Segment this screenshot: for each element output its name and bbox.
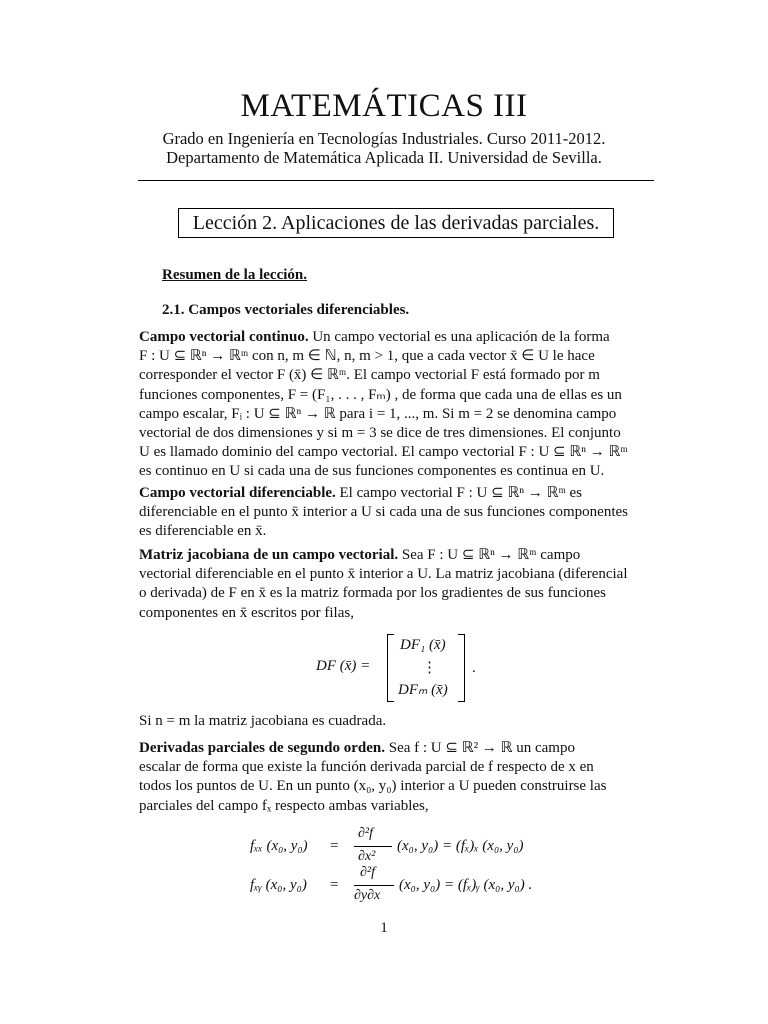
paragraph-continuous-field [139, 328, 655, 482]
course-subtitle: Grado en Ingeniería en Tecnologías Industriales. Curso 2011-2012. [162, 129, 606, 148]
eq1-equals: = [330, 838, 339, 854]
header-rule [138, 180, 654, 181]
text-line: escalar de forma que existe la función derivada parcial de f respecto de x en [139, 759, 594, 776]
matrix-period: . [472, 660, 476, 676]
eq1-lhs: fₓₓ (x₀, y₀) [250, 838, 308, 854]
eq1-fraction-bar [354, 846, 392, 847]
text-line: Sea F : U ⊆ ℝⁿ → ℝᵐ campo [401, 547, 581, 563]
eq1-denominator: ∂x² [358, 849, 376, 864]
section-heading: 2.1. Campos vectoriales diferenciables. [162, 302, 410, 318]
text-line: vectorial de dos dimensiones y si m = 3 se dice de tres dimensiones. El conjunto [139, 425, 621, 442]
text-line: F : U ⊆ ℝⁿ → ℝᵐ con n, m ∈ ℕ, n, m > 1, que a cada vector x̄ ∈ U le hace [139, 348, 595, 365]
eq2-numerator: ∂²f [360, 865, 376, 880]
left-bracket [387, 634, 394, 702]
paragraph-second-order [139, 739, 655, 816]
text-line: corresponder el vector F (x̄) ∈ ℝᵐ. El campo vectorial F está formado por m [139, 367, 600, 384]
eq2-equals: = [330, 877, 339, 893]
matrix-row-3: DFₘ (x̄) [398, 682, 448, 698]
eq2-lhs: fₓᵧ (x₀, y₀) [250, 877, 307, 893]
text-line: vectorial diferenciable en el punto x̄ interior a U. La matriz jacobiana (diferencial [139, 566, 628, 583]
text-line: diferenciable en el punto x̄ interior a U si cada una de sus funciones componentes [139, 504, 629, 521]
summary-heading: Resumen de la lección. [162, 267, 307, 283]
eq2-denominator: ∂y∂x [354, 888, 381, 903]
text-line: Sea f : U ⊆ ℝ² → ℝ un campo [388, 740, 575, 756]
term-continuous-field: Campo vectorial continuo. [139, 329, 309, 345]
matrix-vdots: ⋮ [422, 660, 437, 676]
text-line: funciones componentes, F = (F₁, . . . , Fₘ) , de forma que cada una de ellas es un [139, 386, 622, 403]
eq2-fraction-bar [354, 885, 394, 886]
text-line: U es llamado dominio del campo vectorial. El campo vectorial F : U ⊆ ℝⁿ → ℝᵐ [139, 444, 628, 461]
text-line: todos los puntos de U. En un punto (x₀, y₀) interior a U pueden construirse las [139, 778, 607, 795]
eq1-numerator: ∂²f [358, 826, 374, 841]
term-differentiable-field: Campo vectorial diferenciable. [139, 485, 336, 501]
text-line: Un campo vectorial es una aplicación de la forma [312, 329, 610, 345]
eq2-rhs: (x₀, y₀) = (fₓ)ᵧ (x₀, y₀) . [399, 877, 533, 893]
paragraph-differentiable-field [139, 484, 655, 542]
text-line: El campo vectorial F : U ⊆ ℝⁿ → ℝᵐ es [339, 485, 583, 501]
term-jacobian: Matriz jacobiana de un campo vectorial. [139, 547, 399, 563]
right-bracket [458, 634, 465, 702]
text-line: es continuo en U si cada una de sus funciones componentes es continua en U. [139, 463, 605, 480]
department-subtitle: Departamento de Matemática Aplicada II. Universidad de Sevilla. [166, 148, 602, 167]
document-title: MATEMÁTICAS III [240, 88, 528, 124]
page-number: 1 [380, 920, 388, 936]
paragraph-square-jacobian: Si n = m la matriz jacobiana es cuadrada. [139, 713, 387, 729]
text-line: o derivada) de F en x̄ es la matriz formada por los gradientes de sus funciones [139, 585, 606, 602]
text-line: campo escalar, Fᵢ : U ⊆ ℝⁿ → ℝ para i = 1, ..., m. Si m = 2 se denomina campo [139, 405, 617, 422]
paragraph-jacobian [139, 546, 655, 623]
eq1-rhs: (x₀, y₀) = (fₓ)ₓ (x₀, y₀) [397, 838, 524, 854]
text-line: componentes en x̄ escritos por filas, [139, 604, 354, 621]
matrix-row-1: DF₁ (x̄) [400, 637, 446, 653]
text-line: parciales del campo fₓ respecto ambas variables, [139, 797, 429, 814]
matrix-lhs: DF (x̄) = [316, 658, 371, 674]
lesson-title-box: Lección 2. Aplicaciones de las derivadas parciales. [178, 208, 614, 238]
text-line: es diferenciable en x̄. [139, 523, 267, 540]
term-second-order: Derivadas parciales de segundo orden. [139, 740, 385, 756]
